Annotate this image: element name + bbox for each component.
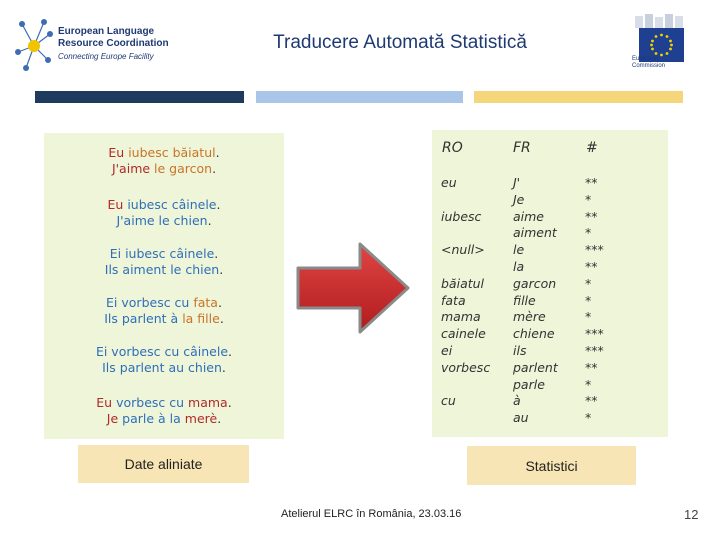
sentence-word: câinele — [167, 197, 217, 212]
statistics-button[interactable] — [467, 446, 636, 485]
table-cell-ro: cainele — [441, 326, 486, 342]
table-cell-count: * — [585, 275, 592, 291]
sentence-word: . — [207, 213, 212, 228]
table-cell-ro — [441, 377, 490, 394]
table-cell-ro: băiatul — [441, 275, 485, 291]
sentence-word: . — [214, 246, 219, 261]
sentence-word: mama — [184, 395, 228, 410]
table-cell-count: * — [585, 376, 592, 392]
sentence-word: chien — [184, 360, 222, 375]
sentence-word: parlent — [117, 311, 167, 326]
sentence-word: à — [166, 311, 179, 326]
footer-text: Atelierul ELRC în România, 23.03.16 — [281, 508, 462, 520]
sentence-word: băiatul — [168, 145, 216, 160]
sentence-pair — [44, 344, 284, 376]
table-cell-ro: <null> — [441, 242, 485, 258]
table-cell-ro: eu — [441, 175, 457, 190]
sentence-word: J'aime — [116, 213, 155, 228]
romanian-sentence — [44, 145, 284, 161]
sentence-pair — [44, 197, 284, 229]
french-sentence — [44, 262, 284, 278]
sentence-word: cu — [165, 395, 185, 410]
romanian-sentence — [44, 246, 284, 262]
sentence-word: vorbesc — [107, 344, 161, 359]
sentence-word: iubesc — [124, 145, 169, 160]
sentence-word: le — [150, 161, 166, 176]
french-sentence — [44, 161, 284, 177]
sentence-word: chien — [181, 262, 220, 277]
table-cell-ro — [441, 225, 490, 242]
table-cell-count: *** — [585, 326, 604, 342]
table-cell-fr: au — [513, 410, 529, 426]
table-cell-fr: parlent — [513, 359, 558, 375]
table-header-ro: RO — [442, 140, 463, 156]
french-sentence — [44, 360, 284, 376]
table-cell-ro: fata — [441, 292, 466, 308]
table-cell-ro: iubesc — [441, 208, 482, 224]
table-header-count: # — [586, 140, 598, 156]
aligned-sentences-panel — [44, 133, 284, 439]
sentence-word: cu — [170, 295, 190, 310]
table-header-fr: FR — [513, 140, 531, 156]
table-cell-ro: ei — [441, 342, 453, 358]
romanian-sentence — [44, 197, 284, 213]
logo-line2: Resource Coordination — [58, 38, 169, 49]
sentence-word: fata — [189, 295, 218, 310]
decor-bar-dark-blue — [35, 91, 244, 103]
sentence-word: . — [215, 145, 220, 160]
sentence-word: parlent — [115, 360, 165, 375]
sentence-word: la — [178, 311, 194, 326]
sentence-pair — [44, 246, 284, 278]
sentence-word: . — [212, 161, 217, 176]
romanian-sentence — [44, 344, 284, 360]
logo-subtitle: Connecting Europe Facility — [58, 52, 154, 61]
sentence-word: garcon — [165, 161, 213, 176]
page-title: Traducere Automată Statistică — [273, 32, 527, 53]
sentence-word: le — [154, 213, 170, 228]
french-sentence — [44, 213, 284, 229]
sentence-word: Ils — [104, 311, 118, 326]
ec-line1: European — [632, 56, 659, 62]
sentence-word: . — [217, 411, 222, 426]
sentence-word: Eu — [107, 197, 124, 212]
table-cell-fr: le — [513, 242, 525, 258]
table-cell-count: ** — [585, 258, 598, 274]
table-cell-fr: chiene — [513, 326, 555, 342]
french-sentence — [44, 311, 284, 327]
table-cell-fr: aiment — [513, 225, 557, 241]
table-cell-count: *** — [585, 342, 604, 358]
table-cell-fr: J' — [513, 175, 521, 190]
sentence-word: parle — [118, 411, 155, 426]
sentence-word: le — [166, 262, 182, 277]
sentence-pair — [44, 395, 284, 427]
sentence-word: J'aime — [111, 161, 151, 176]
statistics-label: Statistici — [525, 457, 578, 474]
sentence-word: Ei — [109, 246, 122, 261]
page-number: 12 — [684, 507, 699, 522]
sentence-word: Ei — [95, 344, 108, 359]
table-cell-ro: vorbesc — [441, 359, 491, 375]
table-cell-ro — [441, 259, 490, 276]
sentence-word: cu — [160, 344, 180, 359]
table-cell-count: * — [585, 309, 592, 325]
table-cell-count: * — [585, 225, 592, 241]
sentence-word: la — [165, 411, 181, 426]
romanian-sentence — [44, 295, 284, 311]
sentence-word: merè — [180, 411, 218, 426]
table-cell-count: ** — [585, 175, 598, 190]
table-cell-count: *** — [585, 242, 604, 258]
sentence-word: au — [164, 360, 185, 375]
sentence-word: . — [221, 360, 226, 375]
table-cell-count: * — [585, 410, 592, 426]
table-cell-fr: la — [513, 258, 525, 274]
sentence-word: Je — [106, 411, 119, 426]
table-col-ro — [441, 175, 490, 410]
table-cell-fr: fille — [513, 292, 536, 308]
sentence-pair — [44, 295, 284, 327]
ec-logo-text — [632, 56, 665, 70]
aligned-data-button[interactable] — [78, 445, 249, 483]
table-cell-count: ** — [585, 359, 598, 375]
table-col-count — [585, 175, 604, 427]
sentence-word: fille — [193, 311, 220, 326]
sentence-word: Ils — [104, 262, 119, 277]
sentence-word: à — [154, 411, 166, 426]
table-cell-fr: aime — [513, 208, 544, 224]
table-col-fr — [513, 175, 558, 427]
sentence-word: Ei — [106, 295, 118, 310]
sentence-word: chien — [169, 213, 208, 228]
table-cell-count: * — [585, 292, 592, 308]
sentence-word: Ils — [102, 360, 116, 375]
logo-line1: European Language — [58, 26, 155, 37]
sentence-word: iubesc — [123, 197, 168, 212]
sentence-word: . — [227, 395, 232, 410]
european-commission-logo-icon — [625, 14, 700, 80]
sentence-word: Eu — [108, 145, 125, 160]
table-cell-ro — [441, 192, 490, 209]
sentence-word: . — [228, 344, 233, 359]
aligned-data-label: Date aliniate — [124, 456, 203, 472]
sentence-word: Eu — [96, 395, 113, 410]
arrow-right-icon — [290, 238, 415, 338]
sentence-word: vorbesc — [117, 295, 171, 310]
table-cell-fr: à — [513, 393, 521, 409]
decor-bar-yellow — [474, 91, 683, 103]
sentence-pair — [44, 145, 284, 177]
table-cell-ro: mama — [441, 309, 481, 325]
sentence-word: vorbesc — [112, 395, 166, 410]
table-cell-fr: Je — [513, 191, 525, 207]
table-cell-count: * — [585, 191, 592, 207]
sentence-word: . — [219, 311, 224, 326]
sentence-word: . — [219, 262, 224, 277]
sentence-word: . — [217, 295, 222, 310]
table-cell-count: ** — [585, 208, 598, 224]
table-cell-count: ** — [585, 393, 598, 409]
table-cell-ro: cu — [441, 393, 456, 409]
sentence-word: . — [216, 197, 221, 212]
elrc-logo-text — [58, 26, 169, 50]
romanian-sentence — [44, 395, 284, 411]
table-cell-fr: parle — [513, 376, 545, 392]
sentence-word: câinele — [165, 246, 215, 261]
table-cell-fr: ils — [513, 342, 527, 358]
sentence-word: câinele — [179, 344, 229, 359]
decor-bar-light-blue — [256, 91, 463, 103]
ec-line2: Commission — [632, 63, 666, 69]
table-cell-fr: mère — [513, 309, 546, 325]
french-sentence — [44, 411, 284, 427]
sentence-word: iubesc — [121, 246, 166, 261]
table-cell-fr: garcon — [513, 275, 557, 291]
sentence-word: aiment — [118, 262, 167, 277]
